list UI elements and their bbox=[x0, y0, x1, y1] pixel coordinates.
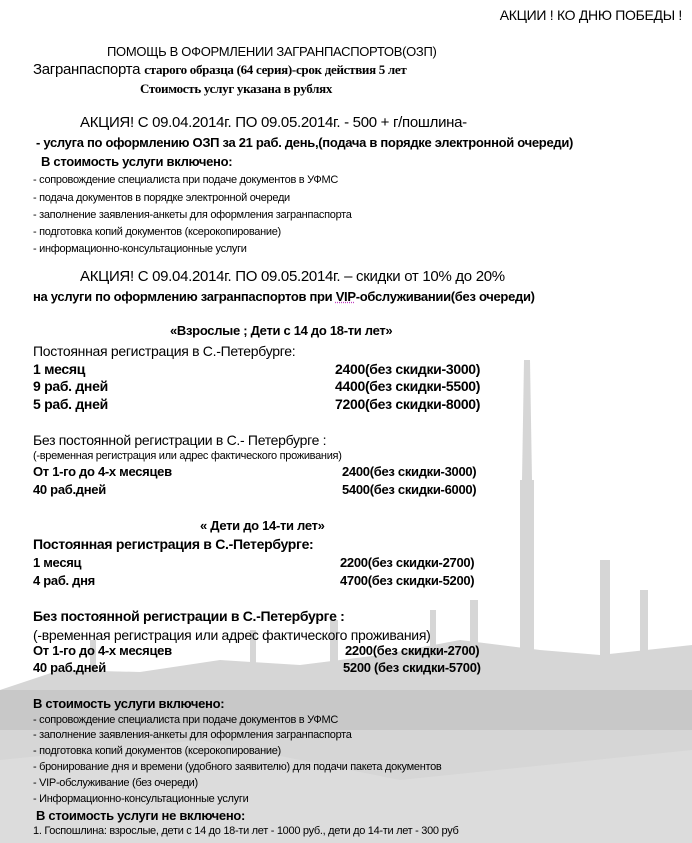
term: От 1-го до 4-х месяцев bbox=[33, 464, 172, 479]
list-item: - заполнение заявления-анкеты для оформления загранпаспорта bbox=[33, 729, 352, 741]
vip-text: VIP bbox=[335, 289, 356, 304]
passport-word: Загранпаспорта bbox=[33, 61, 141, 78]
price: 2400(без скидки-3000) bbox=[335, 361, 481, 377]
price: 4400(без скидки-5500) bbox=[335, 378, 481, 394]
page-title: ПОМОЩЬ В ОФОРМЛЕНИИ ЗАГРАНПАСПОРТОВ(ОЗП) bbox=[107, 44, 437, 59]
list-item: - Информационно-консультационные услуги bbox=[33, 793, 249, 805]
term: 4 раб. дня bbox=[33, 573, 95, 588]
passport-line bbox=[33, 62, 406, 78]
children-temporary-heading: Без постоянной регистрации в С.-Петербурге : bbox=[33, 608, 345, 624]
list-item: - бронирование дня и времени (удобного заявителю) для подачи пакета документов bbox=[33, 761, 442, 773]
term: 40 раб.дней bbox=[33, 660, 106, 675]
term: 40 раб.дней bbox=[33, 482, 106, 497]
list-item: - подготовка копий документов (ксерокопирование) bbox=[33, 226, 281, 238]
price: 2200(без скидки-2700) bbox=[340, 555, 475, 570]
adults-permanent-heading: Постоянная регистрация в С.-Петербурге: bbox=[33, 343, 296, 359]
promo2-title: АКЦИЯ! С 09.04.2014г. ПО 09.05.2014г. – скидки от 10% до 20% bbox=[80, 268, 505, 285]
term: От 1-го до 4-х месяцев bbox=[33, 643, 172, 658]
list-item: - информационно-консультационные услуги bbox=[33, 243, 247, 255]
price: 2400(без скидки-3000) bbox=[342, 464, 477, 479]
term: 9 раб. дней bbox=[33, 378, 108, 394]
children-heading: « Дети до 14-ти лет» bbox=[200, 518, 325, 533]
adults-temporary-note: (-временная регистрация или адрес фактического проживания) bbox=[33, 450, 342, 462]
list-item: 1. Госпошлина: взрослые, дети с 14 до 18-ти лет - 1000 руб., дети до 14-ти лет - 300 руб bbox=[33, 825, 459, 837]
price: 4700(без скидки-5200) bbox=[340, 573, 475, 588]
not-included-heading: В стоимость услуги не включено: bbox=[36, 808, 246, 823]
currency-note: Стоимость услуг указана в рублях bbox=[140, 81, 333, 96]
list-item: - сопровождение специалиста при подаче документов в УФМС bbox=[33, 714, 338, 726]
promo1-subtitle: - услуга по оформлению ОЗП за 21 раб. день,(подача в порядке электронной очереди) bbox=[36, 135, 574, 150]
promo-header: АКЦИИ ! КО ДНЮ ПОБЕДЫ ! bbox=[499, 7, 682, 23]
price: 5400(без скидки-6000) bbox=[342, 482, 477, 497]
passport-desc: старого образца (64 серия)-срок действия 5 лет bbox=[144, 62, 407, 77]
children-temporary-note: (-временная регистрация или адрес фактического проживания) bbox=[33, 627, 431, 643]
price: 5200 (без скидки-5700) bbox=[343, 660, 481, 675]
adults-temporary-heading: Без постоянной регистрации в С.- Петербурге : bbox=[33, 432, 327, 448]
list-item: - VIP-обслуживание (без очереди) bbox=[33, 777, 198, 789]
term: 1 месяц bbox=[33, 555, 82, 570]
vip-included-heading: В стоимость услуги включено: bbox=[33, 696, 225, 711]
promo2-subtitle bbox=[33, 290, 535, 303]
promo1-title: АКЦИЯ! С 09.04.2014г. ПО 09.05.2014г. - 500 + г/пошлина- bbox=[80, 114, 467, 131]
list-item: - подготовка копий документов (ксерокопирование) bbox=[33, 745, 281, 757]
price: 7200(без скидки-8000) bbox=[335, 396, 481, 412]
term: 1 месяц bbox=[33, 361, 86, 377]
term: 5 раб. дней bbox=[33, 396, 108, 412]
subtitle-pre: на услуги по оформлению загранпаспортов при bbox=[33, 289, 336, 304]
price: 2200(без скидки-2700) bbox=[345, 643, 480, 658]
adults-heading: «Взрослые ; Дети с 14 до 18-ти лет» bbox=[170, 323, 393, 338]
children-permanent-heading: Постоянная регистрация в С.-Петербурге: bbox=[33, 536, 314, 552]
subtitle-post: -обслуживании(без очереди) bbox=[355, 289, 535, 304]
list-item: - сопровождение специалиста при подаче документов в УФМС bbox=[33, 174, 338, 186]
promo1-included-heading: В стоимость услуги включено: bbox=[41, 154, 233, 169]
list-item: - заполнение заявления-анкеты для оформления загранпаспорта bbox=[33, 209, 352, 221]
list-item: - подача документов в порядке электронной очереди bbox=[33, 192, 290, 204]
